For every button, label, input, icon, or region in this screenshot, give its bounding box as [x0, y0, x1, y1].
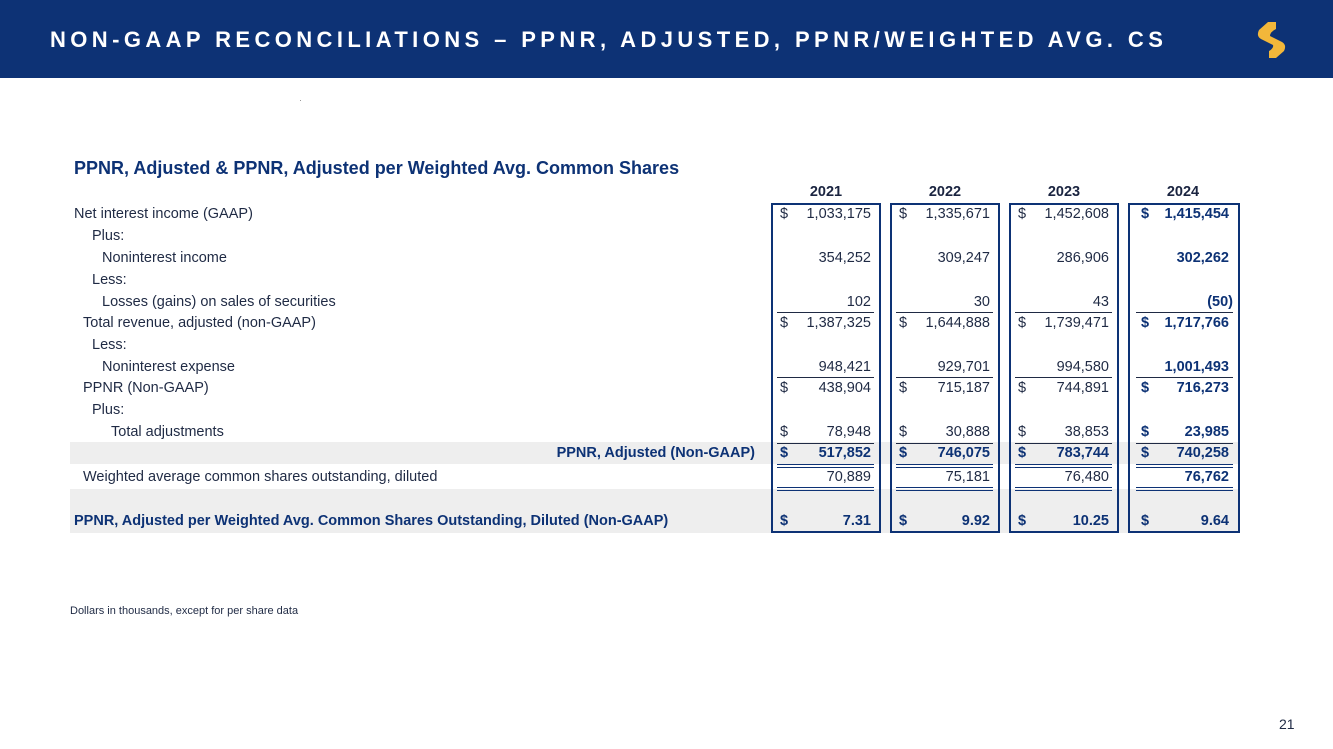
currency-symbol: $: [899, 445, 908, 461]
section-title: PPNR, Adjusted & PPNR, Adjusted per Weighted Avg. Common Shares: [74, 158, 680, 178]
double-underline: [1015, 464, 1112, 468]
double-underline: [1015, 487, 1112, 491]
double-underline: [777, 464, 874, 468]
value-losses-securities-2023: 43: [1092, 294, 1109, 310]
value-total-revenue-2023: 1,739,471: [1044, 315, 1109, 331]
value-net-interest-income-2022: 1,335,671: [925, 206, 990, 222]
row-label-losses-securities: Losses (gains) on sales of securities: [102, 294, 336, 310]
underline: [1136, 312, 1233, 313]
value-noninterest-expense-2022: 929,701: [937, 359, 990, 375]
row-label-net-interest-income: Net interest income (GAAP): [74, 206, 253, 222]
underline: [1015, 312, 1112, 313]
currency-symbol: $: [1141, 380, 1150, 396]
currency-symbol: $: [1018, 445, 1027, 461]
currency-symbol: $: [1018, 424, 1027, 440]
row-label-less: Less:: [92, 272, 127, 288]
underline: [896, 377, 993, 378]
value-ppnr-adjusted-2022: 746,075: [937, 445, 990, 461]
value-ppnr-per-share-2023: 10.25: [1072, 513, 1109, 529]
value-ppnr-per-share-2021: 7.31: [842, 513, 871, 529]
row-label-total-revenue: Total revenue, adjusted (non-GAAP): [83, 315, 316, 331]
currency-symbol: $: [899, 206, 908, 222]
currency-symbol: $: [780, 445, 789, 461]
row-label-ppnr-adjusted: PPNR, Adjusted (Non-GAAP): [556, 445, 755, 461]
value-losses-securities-2024: (50): [1207, 294, 1233, 310]
currency-symbol: $: [1141, 206, 1150, 222]
value-noninterest-expense-2023: 994,580: [1056, 359, 1109, 375]
value-noninterest-expense-2021: 948,421: [818, 359, 871, 375]
value-net-interest-income-2021: 1,033,175: [806, 206, 871, 222]
header-bar: [0, 0, 1333, 78]
value-net-interest-income-2023: 1,452,608: [1044, 206, 1109, 222]
underline: [896, 312, 993, 313]
value-noninterest-income-2022: 309,247: [937, 250, 990, 266]
value-ppnr-adjusted-2024: 740,258: [1176, 445, 1229, 461]
row-label-plus: Plus:: [92, 228, 125, 244]
year-header-2021: 2021: [809, 184, 843, 200]
year-header-2024: 2024: [1166, 184, 1200, 200]
row-label-plus: Plus:: [92, 402, 125, 418]
value-total-adjustments-2021: 78,948: [826, 424, 871, 440]
underline: [777, 377, 874, 378]
value-weighted-shares-2021: 70,889: [826, 469, 871, 485]
double-underline: [1136, 464, 1233, 468]
row-label-noninterest-expense: Noninterest expense: [102, 359, 235, 375]
currency-symbol: $: [1018, 513, 1027, 529]
value-total-adjustments-2023: 38,853: [1064, 424, 1109, 440]
currency-symbol: $: [899, 424, 908, 440]
value-ppnr-2022: 715,187: [937, 380, 990, 396]
double-underline: [1136, 487, 1233, 491]
value-losses-securities-2021: 102: [846, 294, 871, 310]
value-ppnr-per-share-2022: 9.92: [961, 513, 990, 529]
currency-symbol: $: [780, 513, 789, 529]
value-ppnr-2023: 744,891: [1056, 380, 1109, 396]
underline: [777, 312, 874, 313]
currency-symbol: $: [899, 513, 908, 529]
currency-symbol: $: [1018, 206, 1027, 222]
value-ppnr-adjusted-2023: 783,744: [1056, 445, 1109, 461]
double-underline: [896, 464, 993, 468]
currency-symbol: $: [780, 380, 789, 396]
value-ppnr-2024: 716,273: [1176, 380, 1229, 396]
currency-symbol: $: [1141, 513, 1150, 529]
underline: [1136, 377, 1233, 378]
page-title: NON-GAAP RECONCILIATIONS – PPNR, ADJUSTED, PPNR/WEIGHTED AVG. CS: [50, 27, 1168, 52]
value-noninterest-expense-2024: 1,001,493: [1164, 359, 1229, 375]
double-underline: [896, 487, 993, 491]
row-label-weighted-shares: Weighted average common shares outstanding, diluted: [83, 469, 438, 485]
year-header-2023: 2023: [1047, 184, 1081, 200]
underline: [896, 443, 993, 444]
brand-s-logo-icon: [1254, 20, 1288, 60]
value-total-adjustments-2022: 30,888: [945, 424, 990, 440]
value-ppnr-2021: 438,904: [818, 380, 871, 396]
underline: [777, 443, 874, 444]
currency-symbol: $: [899, 315, 908, 331]
value-total-revenue-2024: 1,717,766: [1164, 315, 1229, 331]
value-total-revenue-2022: 1,644,888: [925, 315, 990, 331]
currency-symbol: $: [780, 424, 789, 440]
row-label-noninterest-income: Noninterest income: [102, 250, 227, 266]
value-total-adjustments-2024: 23,985: [1184, 424, 1229, 440]
value-losses-securities-2022: 30: [973, 294, 990, 310]
underline: [1136, 443, 1233, 444]
value-noninterest-income-2024: 302,262: [1176, 250, 1229, 266]
currency-symbol: $: [780, 206, 789, 222]
underline: [1015, 377, 1112, 378]
currency-symbol: $: [1141, 445, 1150, 461]
double-underline: [777, 487, 874, 491]
currency-symbol: $: [1141, 315, 1150, 331]
currency-symbol: $: [1141, 424, 1150, 440]
value-ppnr-per-share-2024: 9.64: [1200, 513, 1229, 529]
value-weighted-shares-2024: 76,762: [1184, 469, 1229, 485]
value-net-interest-income-2024: 1,415,454: [1164, 206, 1229, 222]
row-label-ppnr-per-share: PPNR, Adjusted per Weighted Avg. Common Shares Outstanding, Diluted (Non-GAAP): [74, 513, 669, 529]
row-label-total-adjustments: Total adjustments: [111, 424, 224, 440]
value-ppnr-adjusted-2021: 517,852: [818, 445, 871, 461]
underline: [1015, 443, 1112, 444]
year-header-2022: 2022: [928, 184, 962, 200]
value-weighted-shares-2022: 75,181: [945, 469, 990, 485]
value-weighted-shares-2023: 76,480: [1064, 469, 1109, 485]
stray-dot: [300, 100, 301, 101]
value-noninterest-income-2021: 354,252: [818, 250, 871, 266]
value-total-revenue-2021: 1,387,325: [806, 315, 871, 331]
currency-symbol: $: [1018, 315, 1027, 331]
row-label-less: Less:: [92, 337, 127, 353]
value-noninterest-income-2023: 286,906: [1056, 250, 1109, 266]
page-number: 21: [1279, 716, 1295, 732]
currency-symbol: $: [1018, 380, 1027, 396]
row-label-ppnr: PPNR (Non-GAAP): [83, 380, 209, 396]
currency-symbol: $: [780, 315, 789, 331]
currency-symbol: $: [899, 380, 908, 396]
footnote: Dollars in thousands, except for per share data: [70, 605, 299, 617]
